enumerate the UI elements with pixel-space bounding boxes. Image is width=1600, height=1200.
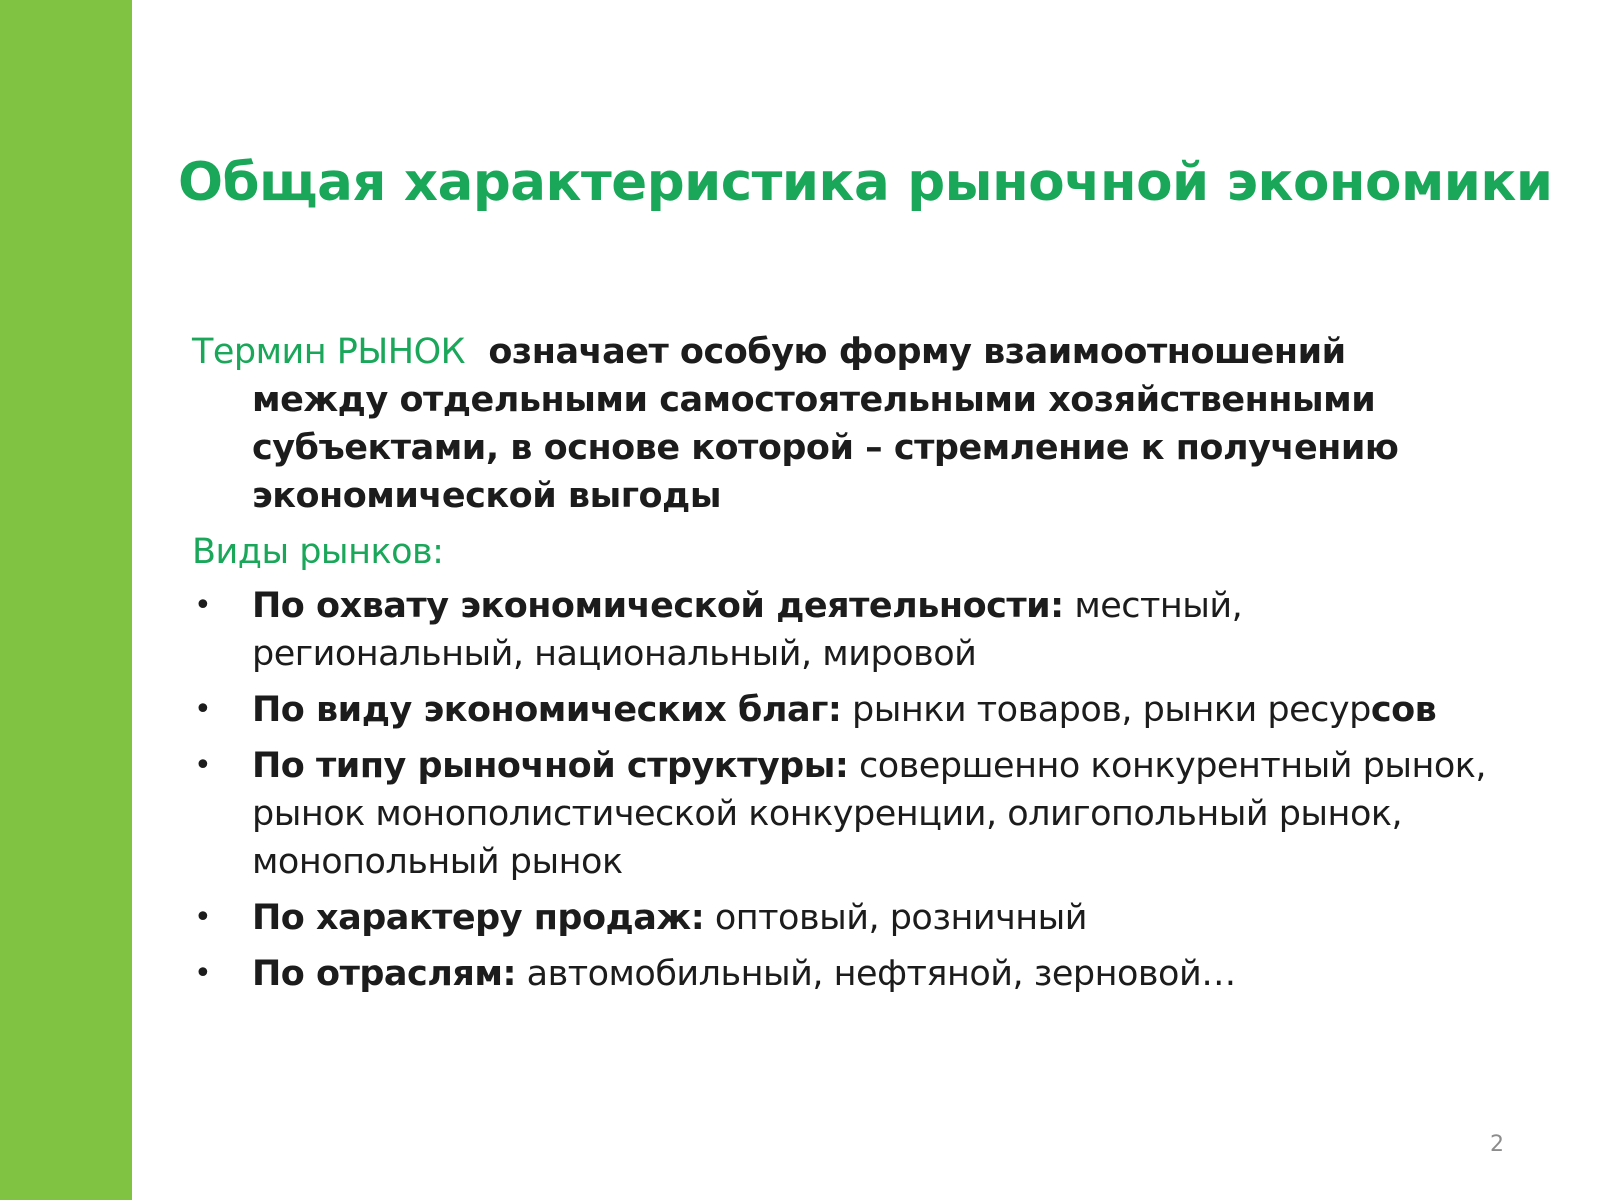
bullet-text: оптовый, розничный	[704, 898, 1088, 938]
list-item	[192, 582, 1492, 678]
bullet-text: автомобильный, нефтяной, зерновой…	[516, 954, 1236, 994]
bullet-term: По охвату экономической деятельности:	[252, 586, 1064, 626]
slide-title: Общая характеристика рыночной экономики	[178, 152, 1553, 213]
side-bar-decoration	[0, 0, 132, 1200]
market-types-list	[192, 582, 1492, 998]
bullet-term: По характеру продаж:	[252, 898, 705, 938]
bullet-icon: •	[194, 588, 212, 623]
bullet-icon: •	[194, 692, 212, 727]
definition-text: означает особую форму взаимоотношений между отдельными самостоятельными хозяйственными субъектами, в основе которой – стремление к получению экономической выгоды	[252, 332, 1399, 516]
list-item	[192, 894, 1492, 942]
bullet-icon: •	[194, 956, 212, 991]
list-item	[192, 686, 1492, 734]
list-item	[192, 950, 1492, 998]
list-item	[192, 742, 1492, 886]
definition-lead: Термин РЫНОК	[192, 332, 465, 372]
bullet-icon: •	[194, 748, 212, 783]
bullet-text-bold-tail: сов	[1370, 690, 1437, 730]
market-types-heading: Виды рынков:	[192, 532, 444, 572]
bullet-text: рынки товаров, рынки ресур	[841, 690, 1371, 730]
bullet-text: совершенно конкурентный рынок, рынок монополистической конкуренции, олигопольный рынок, монопольный рынок	[252, 746, 1487, 882]
bullet-term: По типу рыночной структуры:	[252, 746, 849, 786]
slide-body	[192, 328, 1492, 1006]
market-definition	[192, 328, 1492, 520]
page-number: 2	[1490, 1132, 1504, 1157]
bullet-icon: •	[194, 900, 212, 935]
bullet-text: местный, региональный, национальный, мировой	[252, 586, 1243, 674]
bullet-term: По виду экономических благ:	[252, 690, 842, 730]
bullet-term: По отраслям:	[252, 954, 516, 994]
